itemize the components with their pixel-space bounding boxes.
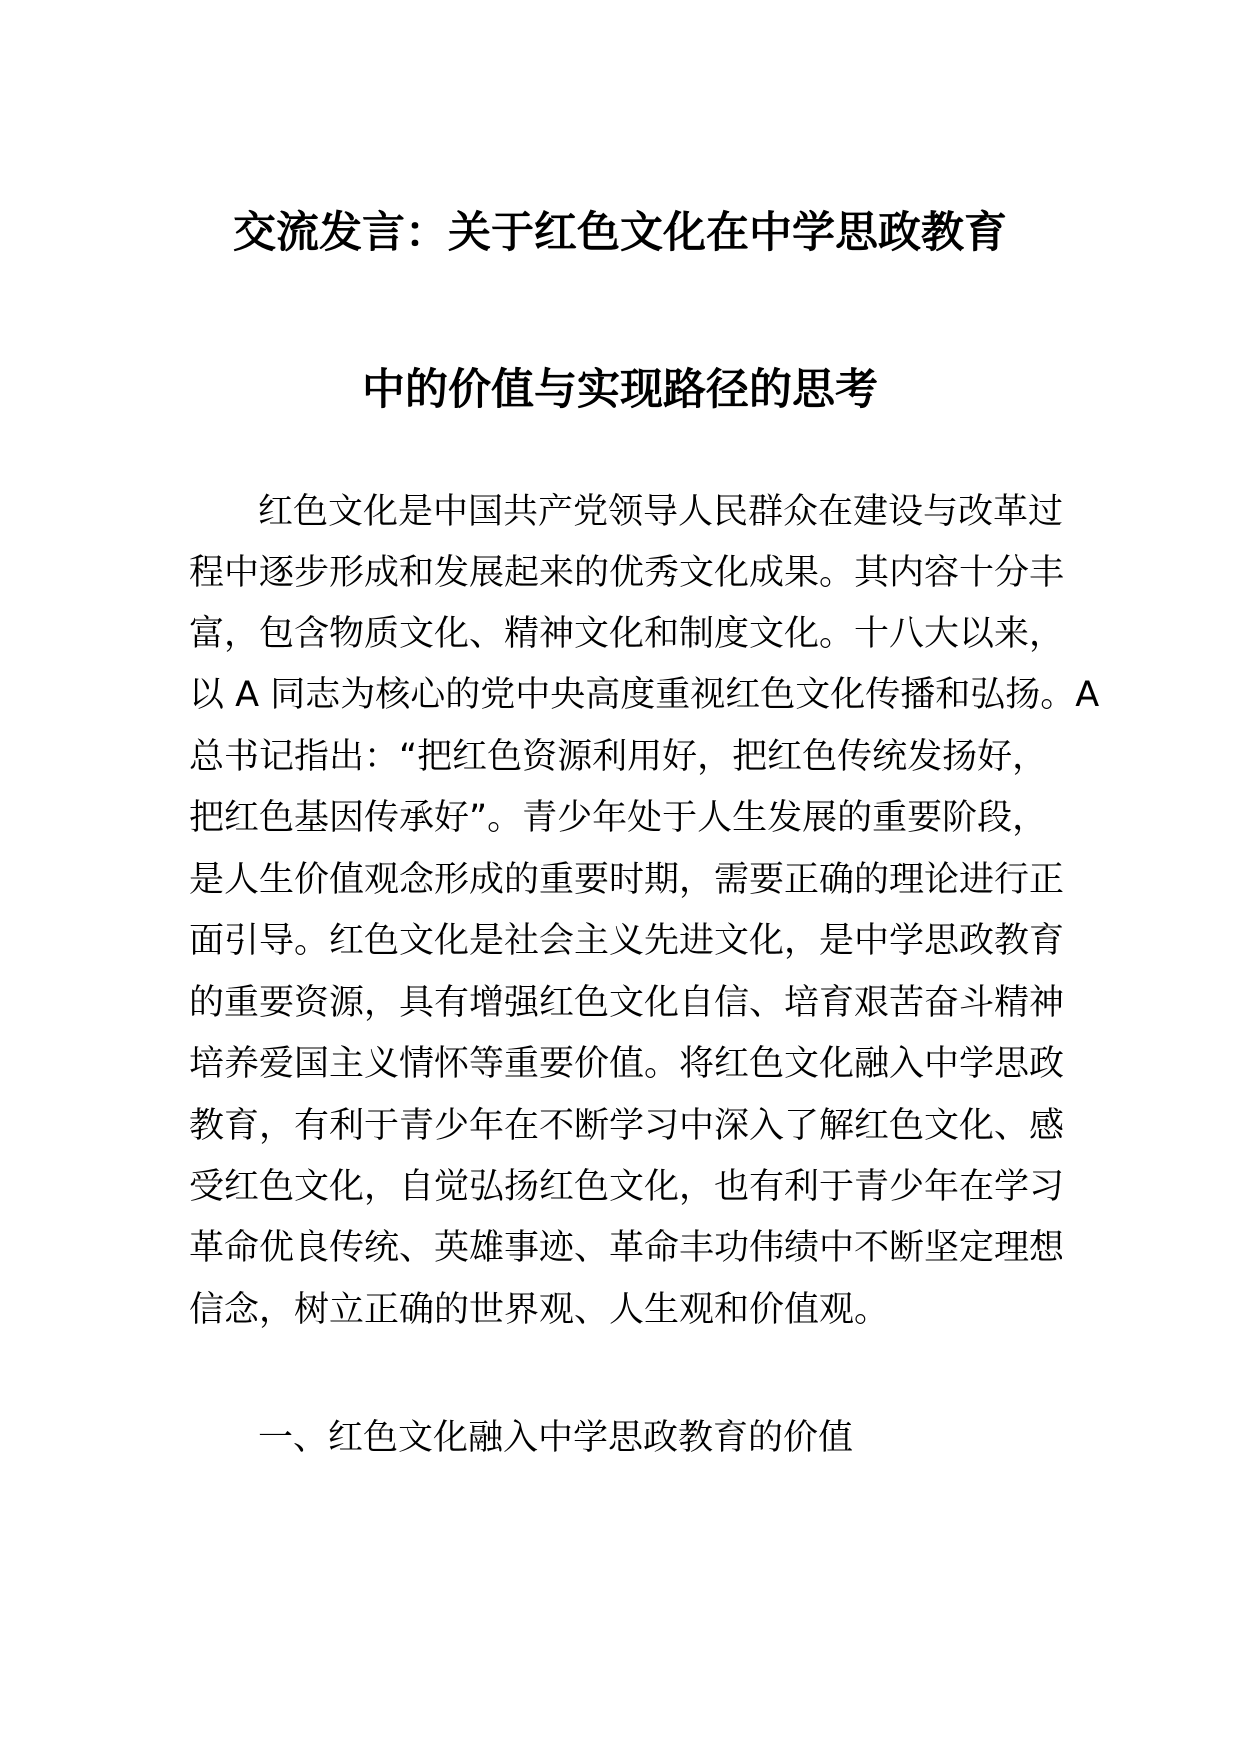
- paragraph-line: 革命优良传统、英雄事迹、革命丰功伟绩中不断坚定理想: [189, 1228, 1065, 1268]
- paragraph-line: 程中逐步形成和发展起来的优秀文化成果。其内容十分丰: [189, 553, 1065, 593]
- document-title-line-1: 交流发言：关于红色文化在中学思政教育: [233, 208, 1007, 258]
- paragraph-line: 总书记指出：“把红色资源利用好，把红色传统发扬好，: [189, 737, 1048, 777]
- paragraph-line: 面引导。红色文化是社会主义先进文化，是中学思政教育: [189, 921, 1065, 961]
- paragraph-line: 把红色基因传承好”。青少年处于人生发展的重要阶段，: [189, 798, 1048, 838]
- paragraph-line: 受红色文化，自觉弘扬红色文化，也有利于青少年在学习: [189, 1167, 1065, 1207]
- paragraph-line: 富，包含物质文化、精神文化和制度文化。十八大以来，: [189, 614, 1065, 654]
- paragraph-line: 信念，树立正确的世界观、人生观和价值观。: [189, 1290, 890, 1330]
- paragraph-line: 培养爱国主义情怀等重要价值。将红色文化融入中学思政: [189, 1044, 1065, 1084]
- paragraph-line: 红色文化是中国共产党领导人民群众在建设与改革过: [258, 492, 1064, 532]
- paragraph-line: 是人生价值观念形成的重要时期，需要正确的理论进行正: [189, 860, 1065, 900]
- section-heading: 一、红色文化融入中学思政教育的价值: [258, 1418, 854, 1458]
- paragraph-line: 教育，有利于青少年在不断学习中深入了解红色文化、感: [189, 1106, 1065, 1146]
- paragraph-line: 的重要资源，具有增强红色文化自信、培育艰苦奋斗精神: [189, 983, 1065, 1023]
- paragraph-line: 以 A 同志为核心的党中央高度重视红色文化传播和弘扬。A: [189, 675, 1100, 715]
- document-title-line-2: 中的价值与实现路径的思考: [362, 365, 878, 415]
